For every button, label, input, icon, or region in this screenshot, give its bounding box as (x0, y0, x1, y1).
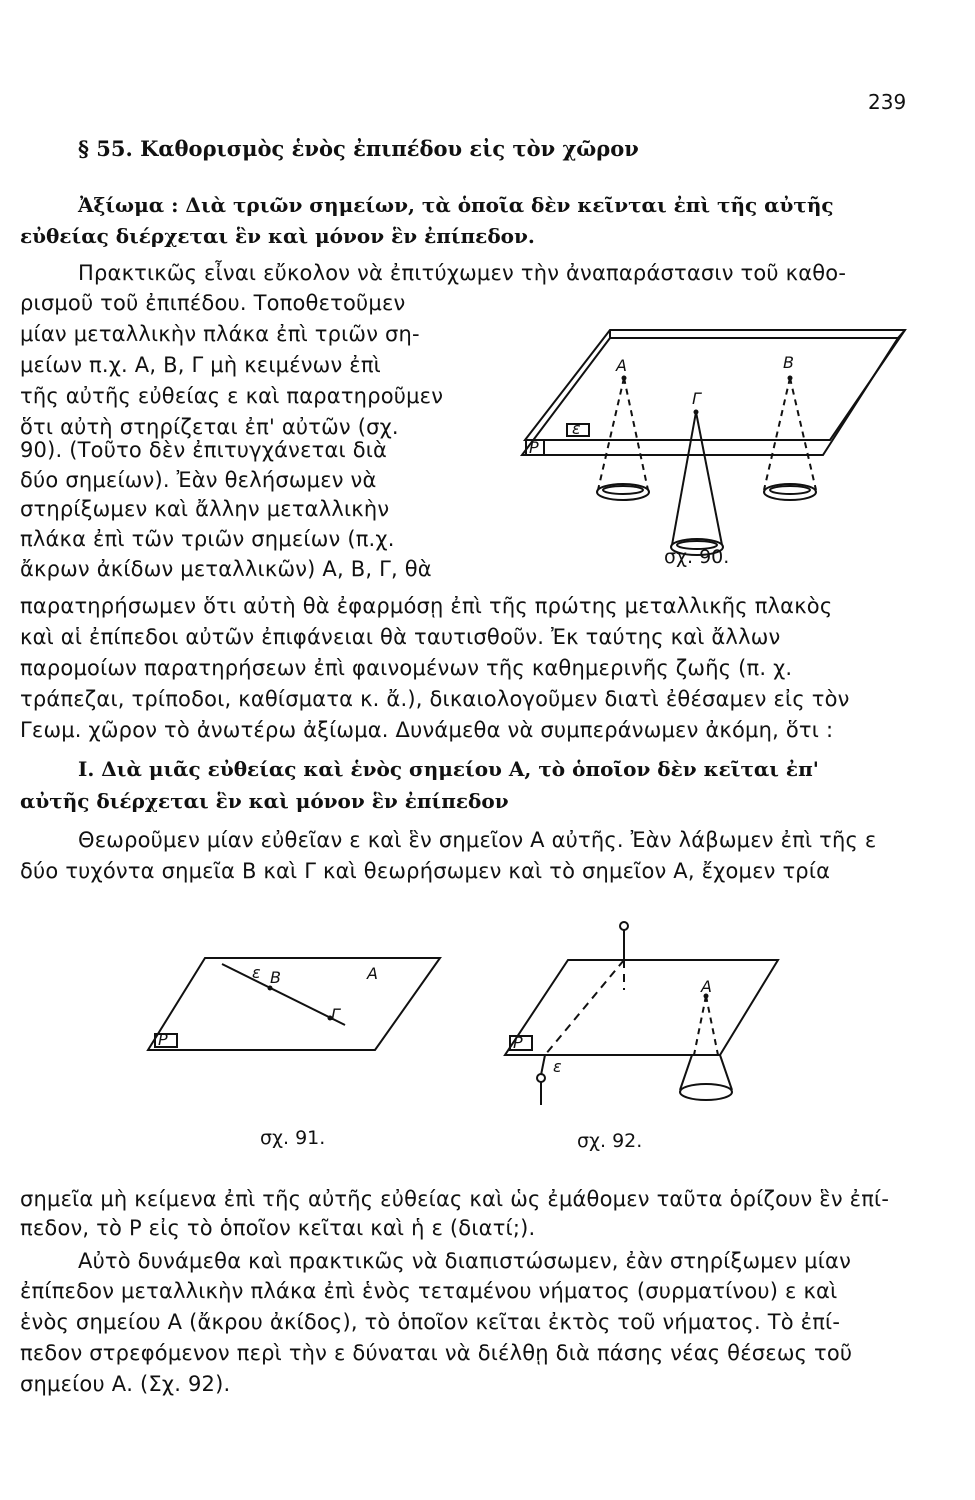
text-line: ἑνὸς σημείου Α (ἄκρου ἀκίδος), τὸ ὁποῖον κεῖται ἐκτὸς τοῦ νήματος. Τὸ ἐπί- (20, 1310, 841, 1334)
text-line: στηρίξωμεν καὶ ἄλλην μεταλλικὴν (20, 497, 390, 521)
fig92-plane (505, 960, 778, 1055)
fig91-line-e (222, 964, 345, 1025)
text-line: παρατηρήσωμεν ὅτι αὐτὴ θὰ ἐφαρμόσῃ ἐπὶ τῆς πρώτης μεταλλικῆς πλακὸς (20, 594, 833, 618)
fig90-label-p: Ρ (529, 438, 539, 457)
axiom-line-1: Ἀξίωμα : Διὰ τριῶν σημείων, τὰ ὁποῖα δὲν κεῖνται ἐπὶ τῆς αὐτῆς (78, 193, 834, 217)
text-line: Αὐτὸ δυνάμεθα καὶ πρακτικῶς νὰ διαπιστώσωμεν, ἐὰν στηρίξωμεν μίαν (78, 1249, 852, 1273)
page-number: 239 (868, 90, 907, 114)
fig91-label-g: Γ (331, 1005, 340, 1024)
axiom-line-2: εὐθείας διέρχεται ἓν καὶ μόνον ἓν ἐπίπεδον. (20, 224, 535, 248)
text-line: Θεωροῦμεν μίαν εὐθεῖαν ε καὶ ἓν σημεῖον Α αὐτῆς. Ἐὰν λάβωμεν ἐπὶ τῆς ε (78, 828, 877, 852)
text-line: μίαν μεταλλικὴν πλάκα ἐπὶ τριῶν ση- (20, 322, 420, 346)
text-line: Πρακτικῶς εἶναι εὔκολον νὰ ἐπιτύχωμεν τὴν ἀναπαράστασιν τοῦ καθο- (78, 261, 847, 285)
fig90-label-e: ε (572, 419, 581, 438)
text-line: πεδον στρεφόμενον περὶ τὴν ε δύναται νὰ διέλθῃ διὰ πάσης νέας θέσεως τοῦ (20, 1341, 853, 1365)
fig90-label-a: Α (616, 356, 627, 375)
fig91-plane (148, 958, 440, 1050)
fig90-caption: σχ. 90. (664, 546, 730, 568)
text-line: 90). (Τοῦτο δὲν ἐπιτυγχάνεται διὰ (20, 438, 388, 462)
fig91-label-p: Ρ (158, 1030, 168, 1049)
text-line: τῆς αὐτῆς εὐθείας ε καὶ παρατηροῦμεν (20, 384, 444, 408)
text-line: ρισμοῦ τοῦ ἐπιπέδου. Τοποθετοῦμεν (20, 291, 406, 315)
text-line: ἄκρων ἀκίδων μεταλλικῶν) Α, Β, Γ, θὰ (20, 557, 432, 581)
text-line: πλάκα ἐπὶ τῶν τριῶν σημείων (π.χ. (20, 527, 395, 551)
fig91-caption: σχ. 91. (260, 1127, 326, 1149)
fig91-label-e: ε (252, 963, 261, 982)
text-line: δύο σημείων). Ἐὰν θελήσωμεν νὰ (20, 468, 377, 492)
text-line: ὅτι αὐτὴ στηρίζεται ἐπ' αὐτῶν (σχ. (20, 415, 399, 439)
text-line: Γεωμ. χῶρον τὸ ἀνωτέρω ἀξίωμα. Δυνάμεθα νὰ συμπεράνωμεν ἀκόμη, ὅτι : (20, 718, 834, 742)
fig92-label-e: ε (553, 1057, 562, 1076)
fig92-label-a: Α (701, 977, 712, 996)
fig92-label-p: Ρ (513, 1033, 523, 1052)
text-line: σημεῖα μὴ κείμενα ἐπὶ τῆς αὐτῆς εὐθείας καὶ ὡς ἐμάθομεν ταῦτα ὁρίζουν ἓν ἐπί- (20, 1187, 890, 1211)
fig91-label-b: Β (270, 968, 281, 987)
fig90-label-g: Γ (692, 389, 701, 408)
text-line: πεδον, τὸ Ρ εἰς τὸ ὁποῖον κεῖται καὶ ἡ ε (διατί;). (20, 1216, 536, 1240)
figure-90 (500, 318, 920, 568)
text-line: μείων π.χ. Α, Β, Γ μὴ κειμένων ἐπὶ (20, 353, 381, 377)
section-title: § 55. Καθορισμὸς ἑνὸς ἐπιπέδου εἰς τὸν χῶρον (78, 136, 639, 161)
subsection-heading-line-2: αὐτῆς διέρχεται ἓν καὶ μόνον ἓν ἐπίπεδον (20, 789, 509, 813)
figure-91 (140, 945, 450, 1060)
text-line: παρομοίων παρατηρήσεων ἐπὶ φαινομένων τῆς καθημερινῆς ζωῆς (π. χ. (20, 656, 793, 680)
fig91-label-a: Α (367, 964, 378, 983)
text-line: σημείου Α. (Σχ. 92). (20, 1372, 231, 1396)
text-line: ἐπίπεδον μεταλλικὴν πλάκα ἐπὶ ἑνὸς τεταμένου νήματος (συρματίνου) ε καὶ (20, 1279, 838, 1303)
text-line: τράπεζαι, τρίποδοι, καθίσματα κ. ἄ.), δικαιολογοῦμεν διατὶ ἐθέσαμεν εἰς τὸν (20, 687, 850, 711)
fig92-caption: σχ. 92. (577, 1130, 643, 1152)
subsection-heading-line-1: Ι. Διὰ μιᾶς εὐθείας καὶ ἑνὸς σημείου Α, τὸ ὁποῖον δὲν κεῖται ἐπ' (78, 757, 819, 781)
text-line: δύο τυχόντα σημεῖα Β καὶ Γ καὶ θεωρήσωμεν καὶ τὸ σημεῖον Α, ἔχομεν τρία (20, 859, 831, 883)
figure-92 (495, 915, 785, 1125)
text-line: καὶ αἱ ἐπίπεδοι αὐτῶν ἐπιφάνειαι θὰ ταυτισθοῦν. Ἐκ ταύτης καὶ ἄλλων (20, 625, 781, 649)
fig90-label-b: Β (783, 353, 794, 372)
